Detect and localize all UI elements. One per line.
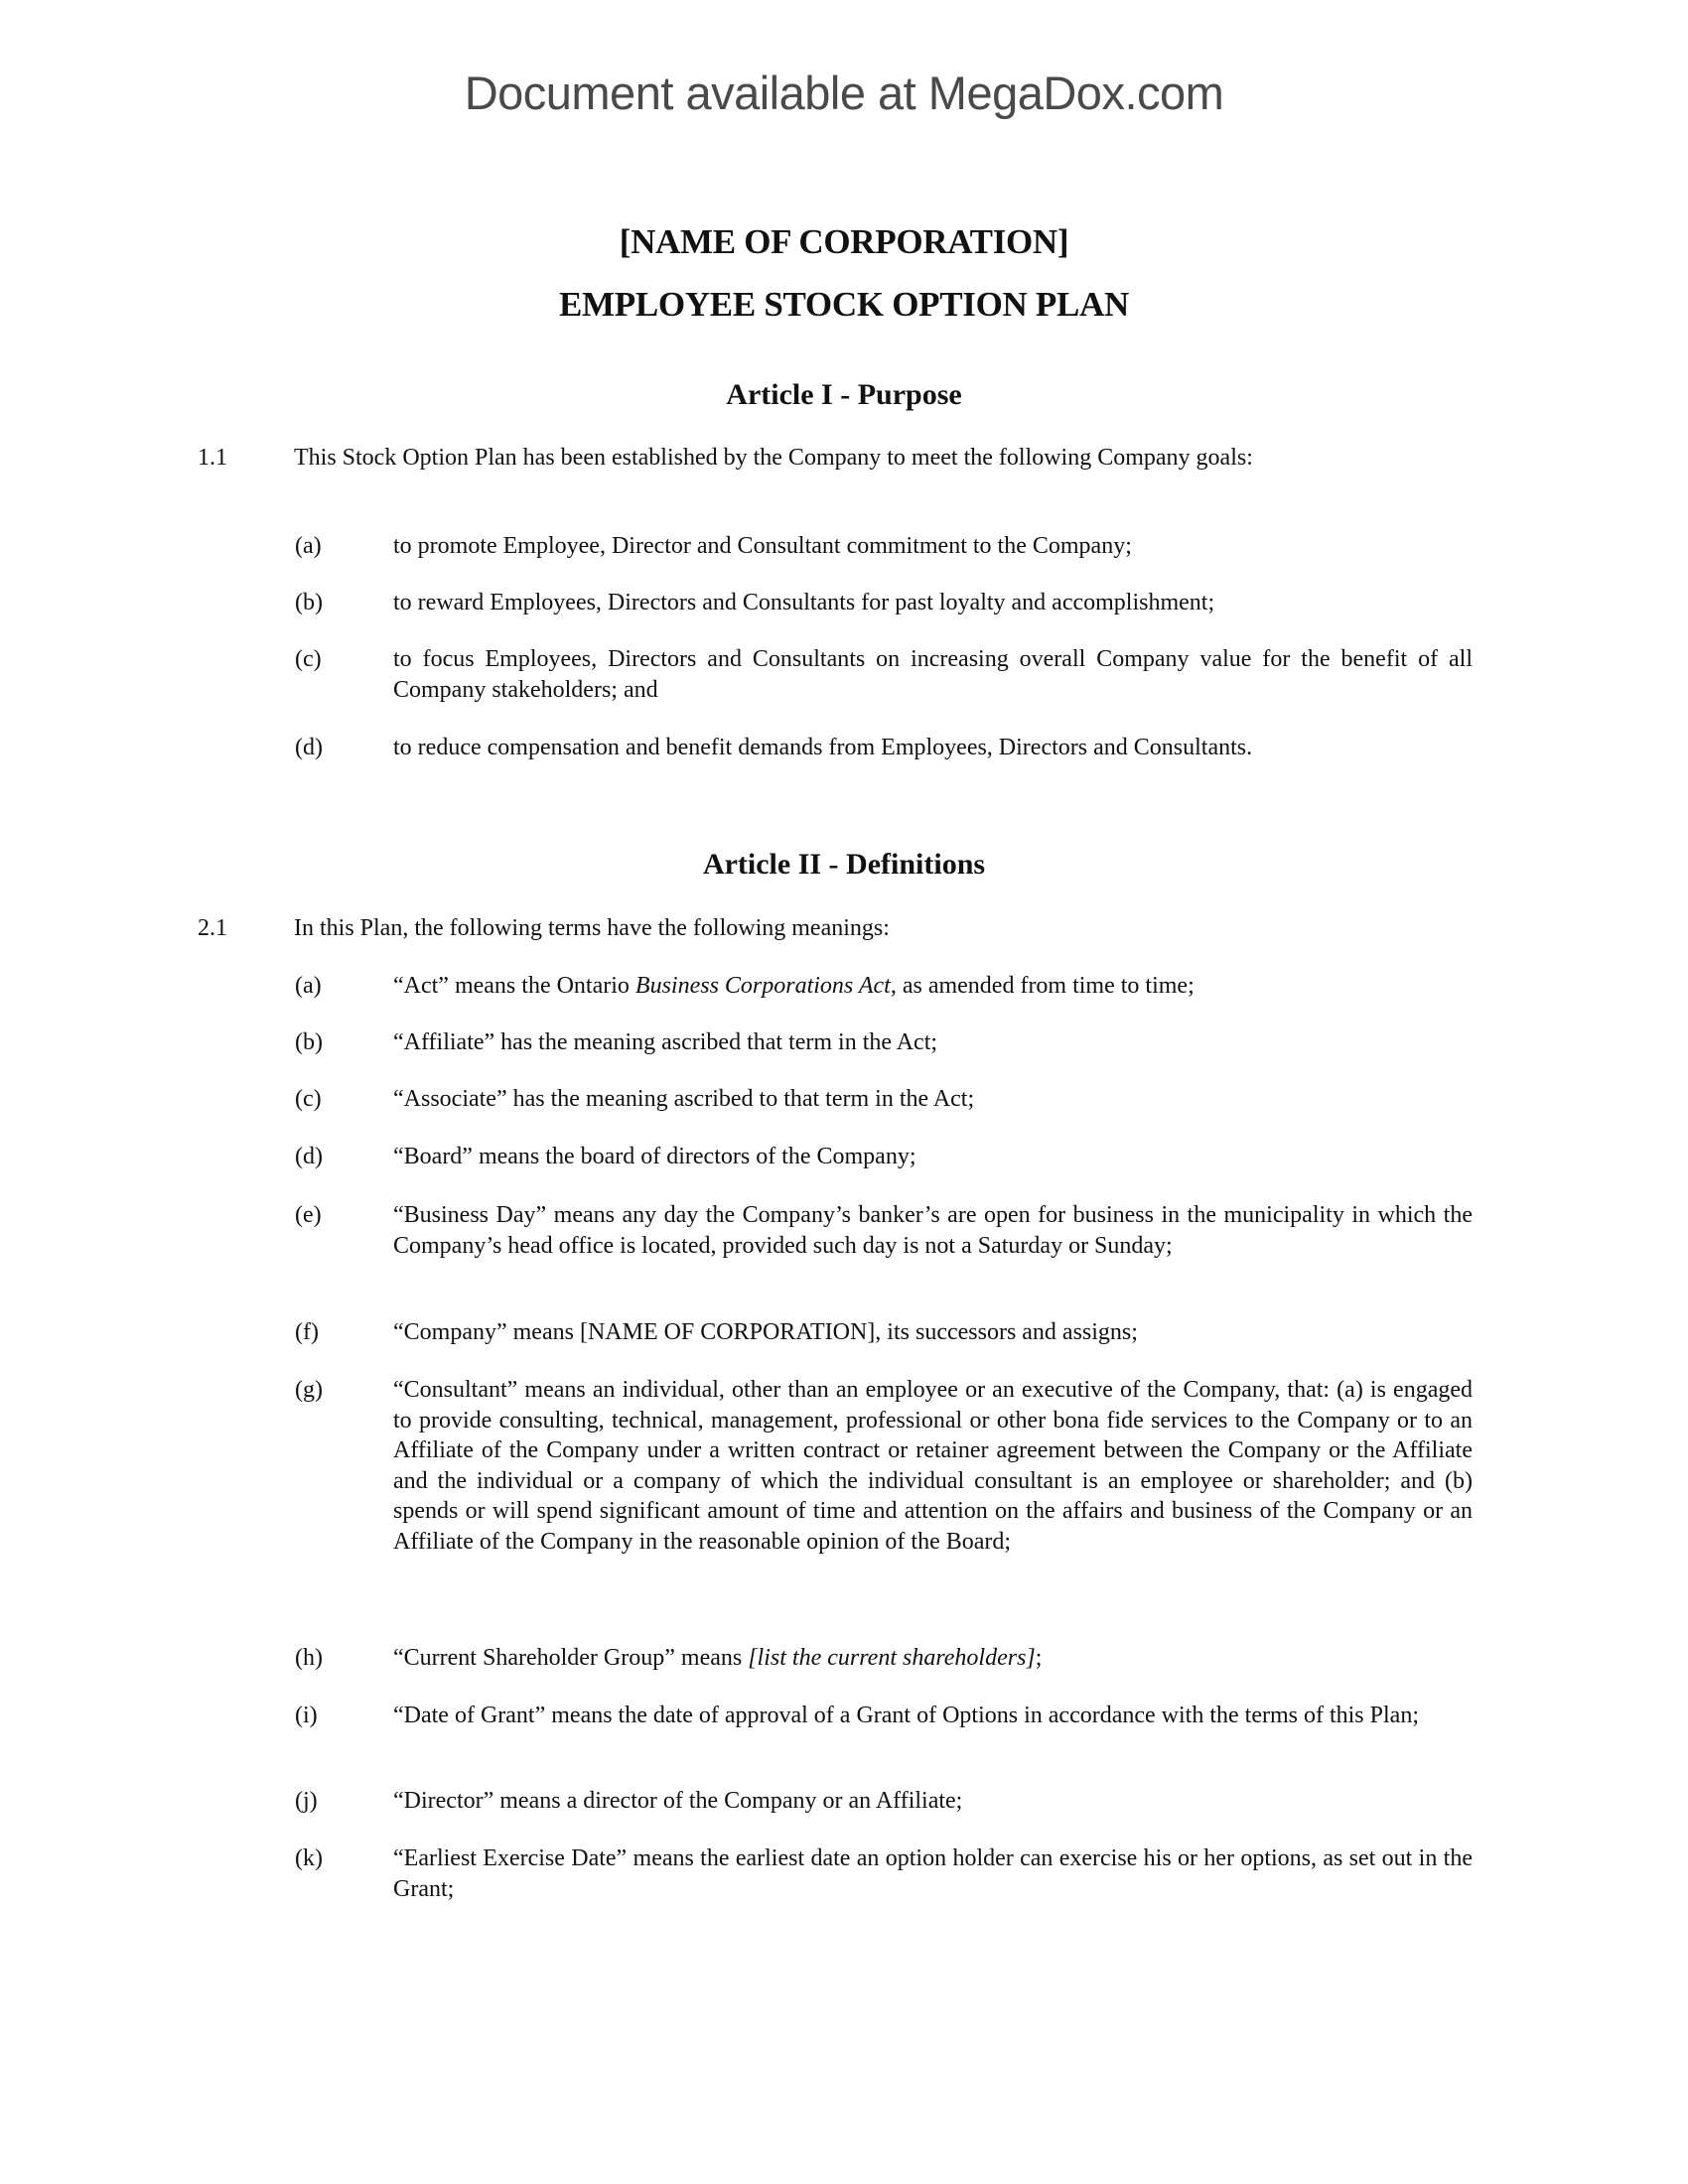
item-label: (f) (295, 1319, 319, 1345)
purpose-item (295, 531, 1473, 562)
item-text: “Company” means [NAME OF CORPORATION], its successors and assigns; (393, 1319, 1138, 1345)
item-label: (e) (295, 1202, 322, 1228)
section-1-1 (198, 443, 1473, 474)
definition-earliest-exercise-date (295, 1843, 1473, 1904)
item-text: “Business Day” means any day the Company’s banker’s are open for business in the municipality in which the Company’s head office is located, provided such day is not a Saturday or Sunday; (393, 1202, 1473, 1259)
act-name-italic: Business Corporations Act (634, 973, 891, 999)
item-text: “Date of Grant” means the date of approval of a Grant of Options in accordance with the terms of this Plan; (393, 1703, 1419, 1728)
definition-business-day (295, 1200, 1473, 1261)
article-2-heading: Article II - Definitions (702, 848, 986, 881)
item-label: (a) (295, 533, 322, 559)
text-run: “Current Shareholder Group” means (393, 1645, 749, 1671)
item-text: “Consultant” means an individual, other than an employee or an executive of the Company, that: (a) is engaged to provide consulting, technical, management, professional or other bona fide services to the Company or to an Affiliate of the Company under a written contract or retainer agreement between the Company or the Affiliate and the individual or a company of which the individual consultant is an employee or shareholder; and (b) spends or will spend significant amount of time and attention on the affairs and business of the Company or an Affiliate of the Company in the reasonable opinion of the Board; (393, 1377, 1473, 1555)
item-label: (b) (295, 1029, 323, 1055)
item-text: to focus Employees, Directors and Consultants on increasing overall Company value for the benefit of all Company stakeholders; and (393, 646, 1473, 703)
item-text: “Board” means the board of directors of the Company; (393, 1144, 916, 1169)
text-run: , as amended from time to time; (890, 973, 1195, 999)
item-text: to promote Employee, Director and Consultant commitment to the Company; (393, 533, 1132, 559)
item-label: (g) (295, 1377, 323, 1403)
definition-board (295, 1142, 1473, 1172)
item-label: (i) (295, 1703, 318, 1728)
item-text: “Affiliate” has the meaning ascribed that term in the Act; (393, 1029, 938, 1055)
item-text: “Associate” has the meaning ascribed to that term in the Act; (393, 1086, 975, 1112)
text-run: ; (1035, 1645, 1043, 1671)
plan-title: EMPLOYEE STOCK OPTION PLAN (559, 285, 1129, 324)
item-label: (b) (295, 590, 323, 615)
definition-director (295, 1786, 1473, 1817)
definition-consultant (295, 1375, 1473, 1557)
item-text: to reduce compensation and benefit demands from Employees, Directors and Consultants. (393, 735, 1253, 760)
item-label: (h) (295, 1645, 323, 1671)
purpose-item (295, 733, 1473, 763)
section-2-1 (198, 913, 1473, 944)
item-label: (a) (295, 973, 322, 999)
item-text (393, 971, 1473, 1002)
item-label: (c) (295, 1086, 322, 1112)
section-number: 2.1 (198, 915, 227, 941)
item-label: (d) (295, 735, 323, 760)
purpose-item (295, 588, 1473, 618)
corporation-name-title: [NAME OF CORPORATION] (619, 222, 1069, 261)
item-label: (k) (295, 1845, 323, 1871)
definition-affiliate (295, 1027, 1473, 1058)
article-1-heading: Article I - Purpose (726, 378, 962, 411)
definition-current-shareholder-group (295, 1643, 1473, 1674)
text-run: “Act” means the Ontario (393, 973, 635, 999)
placeholder-italic: [list the current shareholders] (748, 1645, 1036, 1671)
definition-act (295, 971, 1473, 1002)
purpose-item (295, 644, 1473, 705)
definition-associate (295, 1084, 1473, 1115)
section-number: 1.1 (198, 445, 227, 471)
item-text (393, 1643, 1473, 1674)
item-text: to reward Employees, Directors and Consultants for past loyalty and accomplishment; (393, 590, 1215, 615)
section-text: This Stock Option Plan has been established by the Company to meet the following Company goals: (294, 445, 1253, 471)
definition-date-of-grant (295, 1701, 1473, 1731)
item-text: “Director” means a director of the Company or an Affiliate; (393, 1788, 963, 1814)
item-text: “Earliest Exercise Date” means the earliest date an option holder can exercise his or her options, as set out in the Grant; (393, 1845, 1473, 1902)
definition-company (295, 1317, 1473, 1348)
section-text: In this Plan, the following terms have the following meanings: (294, 915, 890, 941)
item-label: (d) (295, 1144, 323, 1169)
item-label: (j) (295, 1788, 318, 1814)
item-label: (c) (295, 646, 322, 672)
megadox-banner: Document available at MegaDox.com (464, 67, 1224, 119)
